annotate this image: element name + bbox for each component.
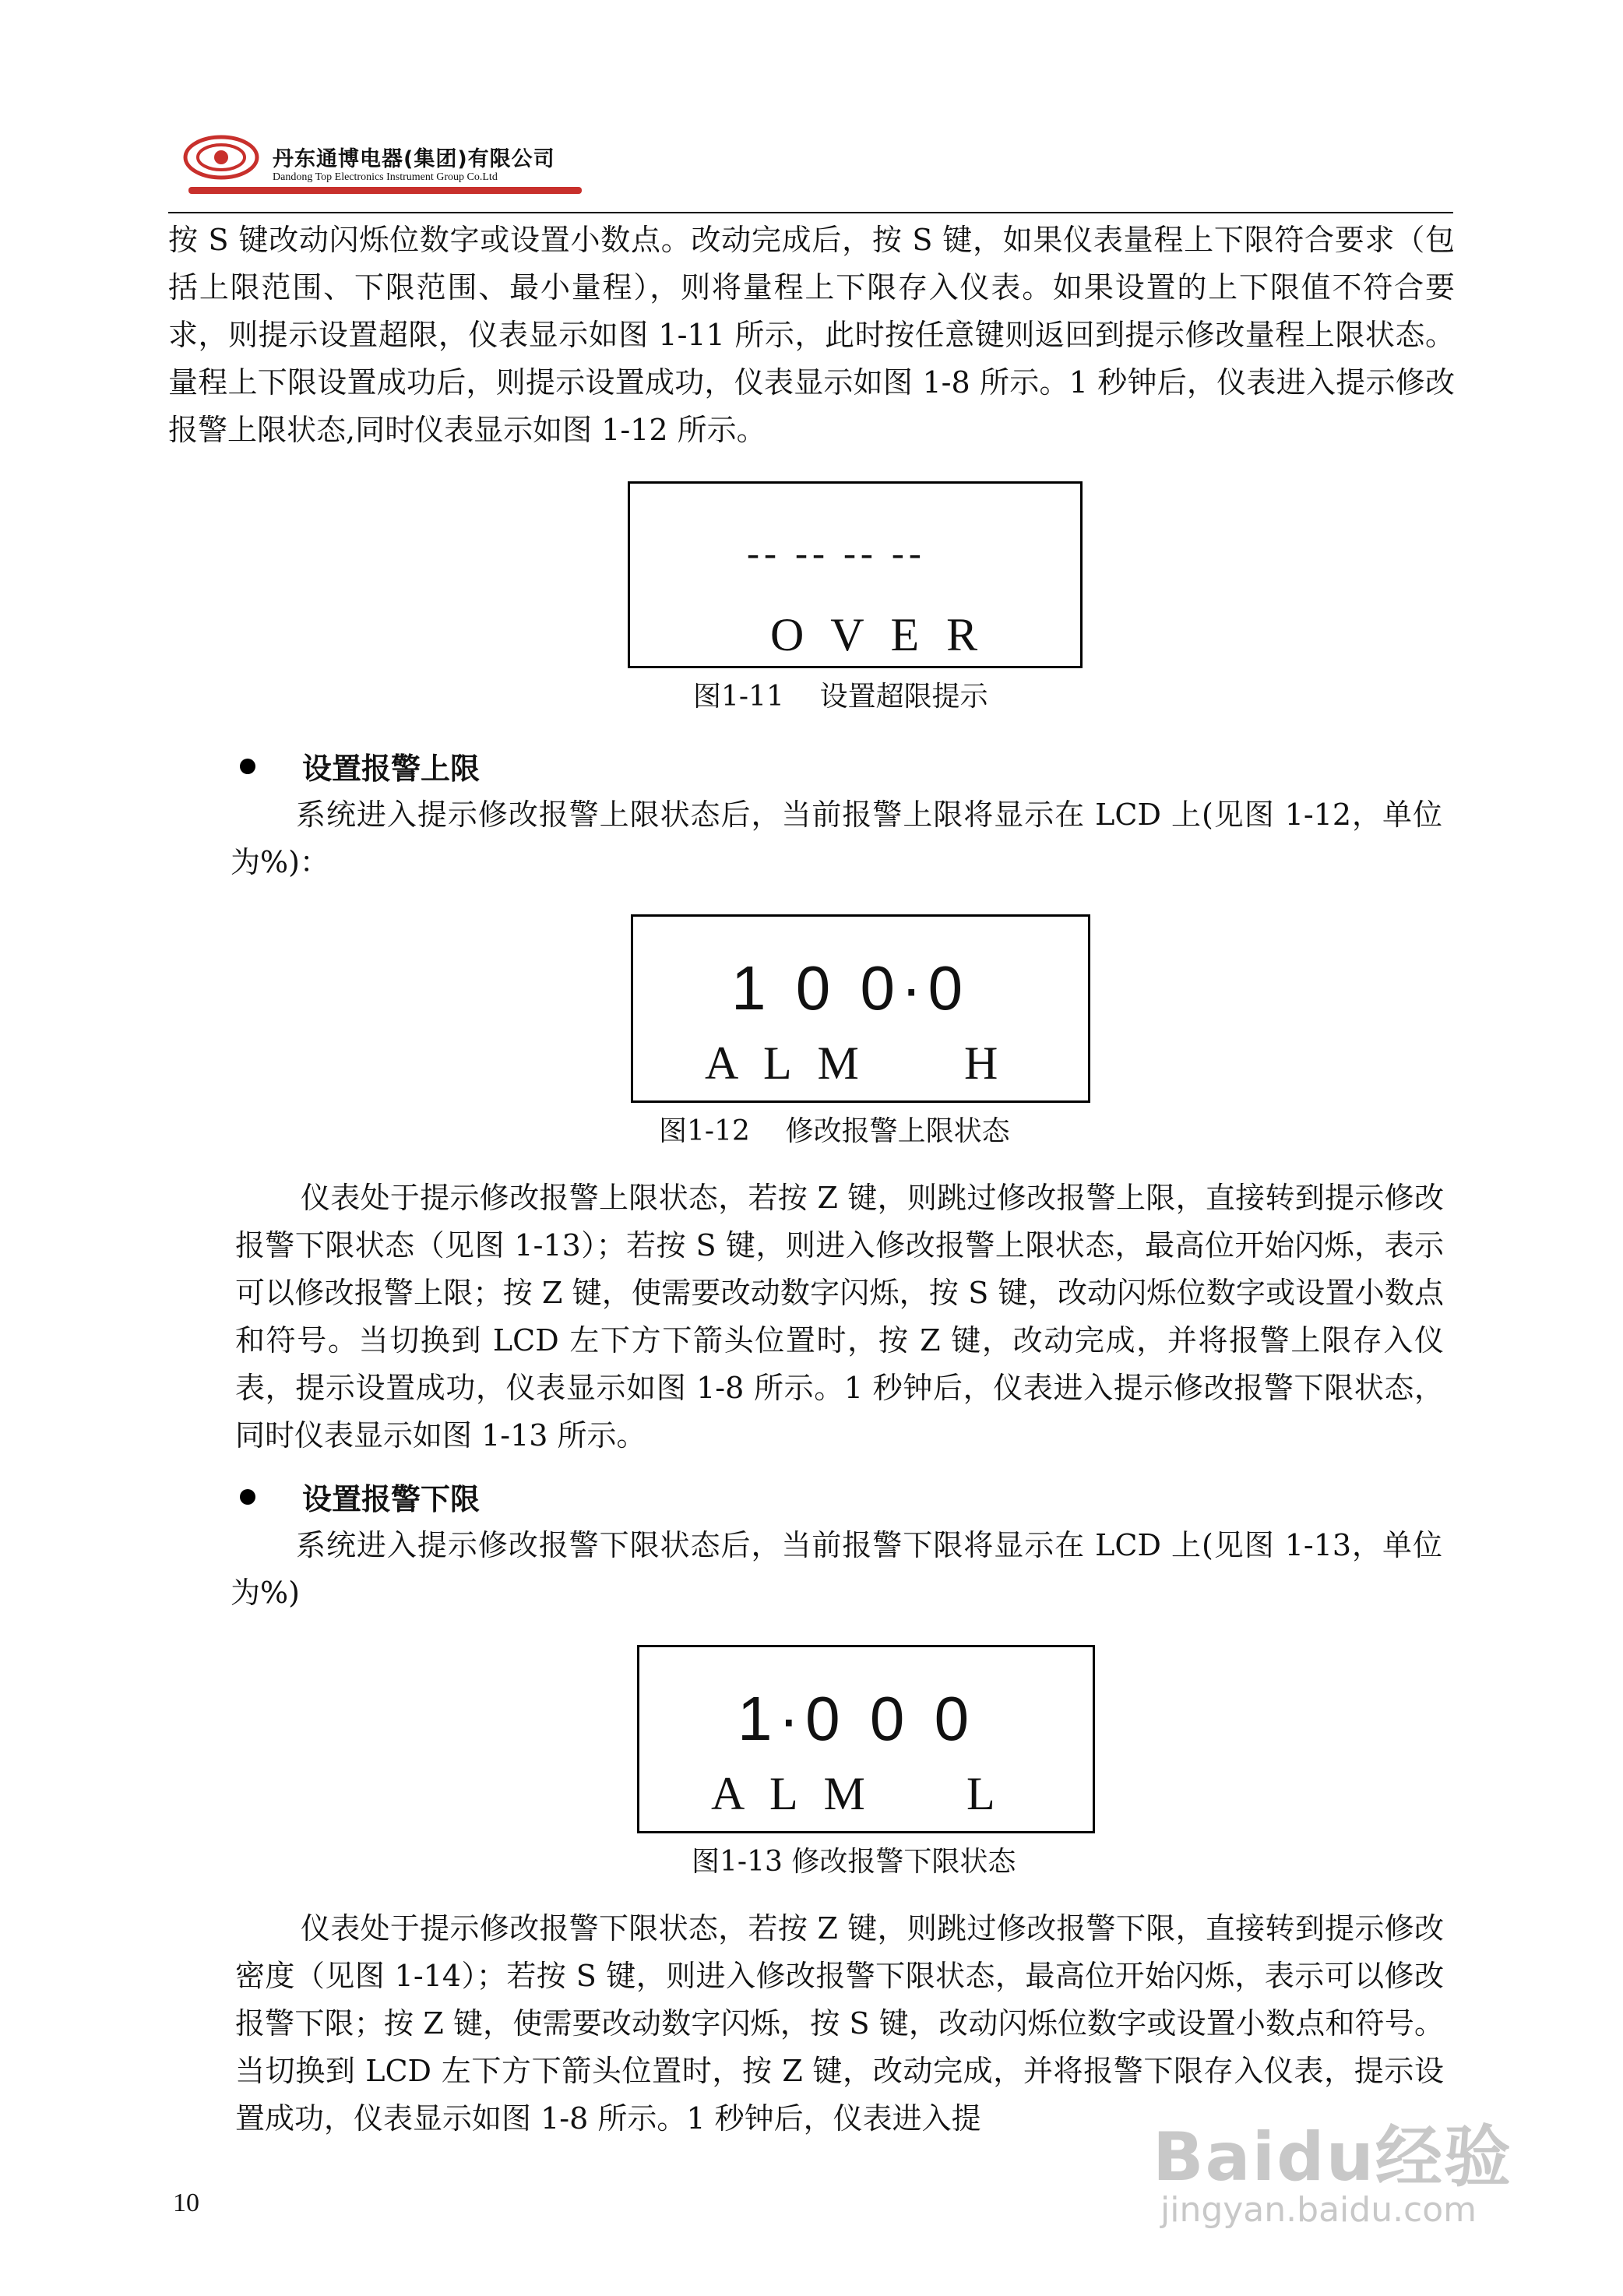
lcd-figure-1-13 bbox=[637, 1645, 1095, 1833]
paragraph-2: 仪表处于提示修改报警上限状态，若按 Z 键，则跳过修改报警上限，直接转到提示修改报警下限状态（见图 1-13）；若按 S 键，则进入修改报警上限状态，最高位开始闪烁，表示可以修改报警上限；按 Z 键，使需要改动数字闪烁，按 S 键，改动闪烁位数字或设置小数点和符号。当切换到 LCD 左下方下箭头位置时，按 Z 键，改动完成，并将报警上限存入仪表，提示设置成功，仪表显示如图 1-8 所示。1 秒钟后，仪表进入提示修改报警下限状态，同时仪表显示如图 1-13 所示。 bbox=[235, 1181, 1444, 1453]
lcd-figure-1-12 bbox=[631, 914, 1090, 1103]
paragraph-1: 按 S 键改动闪烁位数字或设置小数点。改动完成后，按 S 键，如果仪表量程上下限符合要求（包括上限范围、下限范围、最小量程），则将量程上下限存入仪表。如果设置的上下限值不符合要求，则提示设置超限，仪表显示如图 1-11 所示，此时按任意键则返回到提示修改量程上限状态。量程上下限设置成功后，则提示设置成功，仪表显示如图 1-8 所示。1 秒钟后，仪表进入提示修改报警上限状态,同时仪表显示如图 1-12 所示。 bbox=[168, 223, 1455, 447]
lcd-digits: 1·0 0 0 bbox=[738, 1684, 976, 1753]
lcd-over-text: O V E R bbox=[770, 609, 986, 660]
company-logo bbox=[181, 128, 586, 196]
lcd-l-label: L bbox=[966, 1768, 995, 1819]
bullet-icon bbox=[240, 759, 255, 774]
header-rule bbox=[168, 212, 1453, 213]
section-heading-alarm-upper: 设置报警上限 bbox=[302, 751, 481, 786]
company-logo-icon bbox=[181, 128, 266, 196]
watermark-url: jingyan.baidu.com bbox=[1160, 2190, 1477, 2230]
section-intro-alarm-upper: 系统进入提示修改报警上限状态后，当前报警上限将显示在 LCD 上(见图 1-12，单位为%)： bbox=[231, 798, 1442, 879]
page-number: 10 bbox=[173, 2189, 199, 2217]
section-intro-alarm-lower: 系统进入提示修改报警下限状态后，当前报警下限将显示在 LCD 上(见图 1-13，单位为%) bbox=[231, 1528, 1442, 1610]
logo-bar bbox=[188, 187, 582, 194]
figure-caption-1-12: 图1-12 修改报警上限状态 bbox=[659, 1115, 1010, 1147]
watermark-logo: Baidu经验 bbox=[1153, 2118, 1512, 2196]
bullet-icon bbox=[240, 1489, 255, 1505]
figure-caption-1-11: 图1-11 设置超限提示 bbox=[693, 681, 988, 713]
lcd-alm-label: A L M bbox=[711, 1768, 873, 1819]
company-name-cn: 丹东通博电器(集团)有限公司 bbox=[273, 147, 555, 171]
lcd-digits: 1 0 0·0 bbox=[731, 953, 970, 1023]
company-name-en: Dandong Top Electronics Instrument Group Co.Ltd bbox=[273, 171, 498, 183]
lcd-h-label: H bbox=[964, 1037, 998, 1089]
lcd-alm-label: A L M bbox=[705, 1037, 867, 1089]
paragraph-3: 仪表处于提示修改报警下限状态，若按 Z 键，则跳过修改报警下限，直接转到提示修改密度（见图 1-14）；若按 S 键，则进入修改报警下限状态，最高位开始闪烁，表示可以修改报警下限；按 Z 键，使需要改动数字闪烁，按 S 键，改动闪烁位数字或设置小数点和符号。当切换到 LCD 左下方下箭头位置时，按 Z 键，改动完成，并将报警下限存入仪表，提示设置成功，仪表显示如图 1-8 所示。1 秒钟后，仪表进入提 bbox=[235, 1911, 1444, 2136]
section-heading-alarm-lower: 设置报警下限 bbox=[302, 1481, 481, 1516]
lcd-dash-row: -- -- -- -- bbox=[747, 533, 926, 574]
lcd-figure-1-11 bbox=[628, 481, 1083, 668]
figure-caption-1-13: 图1-13 修改报警下限状态 bbox=[692, 1846, 1016, 1878]
